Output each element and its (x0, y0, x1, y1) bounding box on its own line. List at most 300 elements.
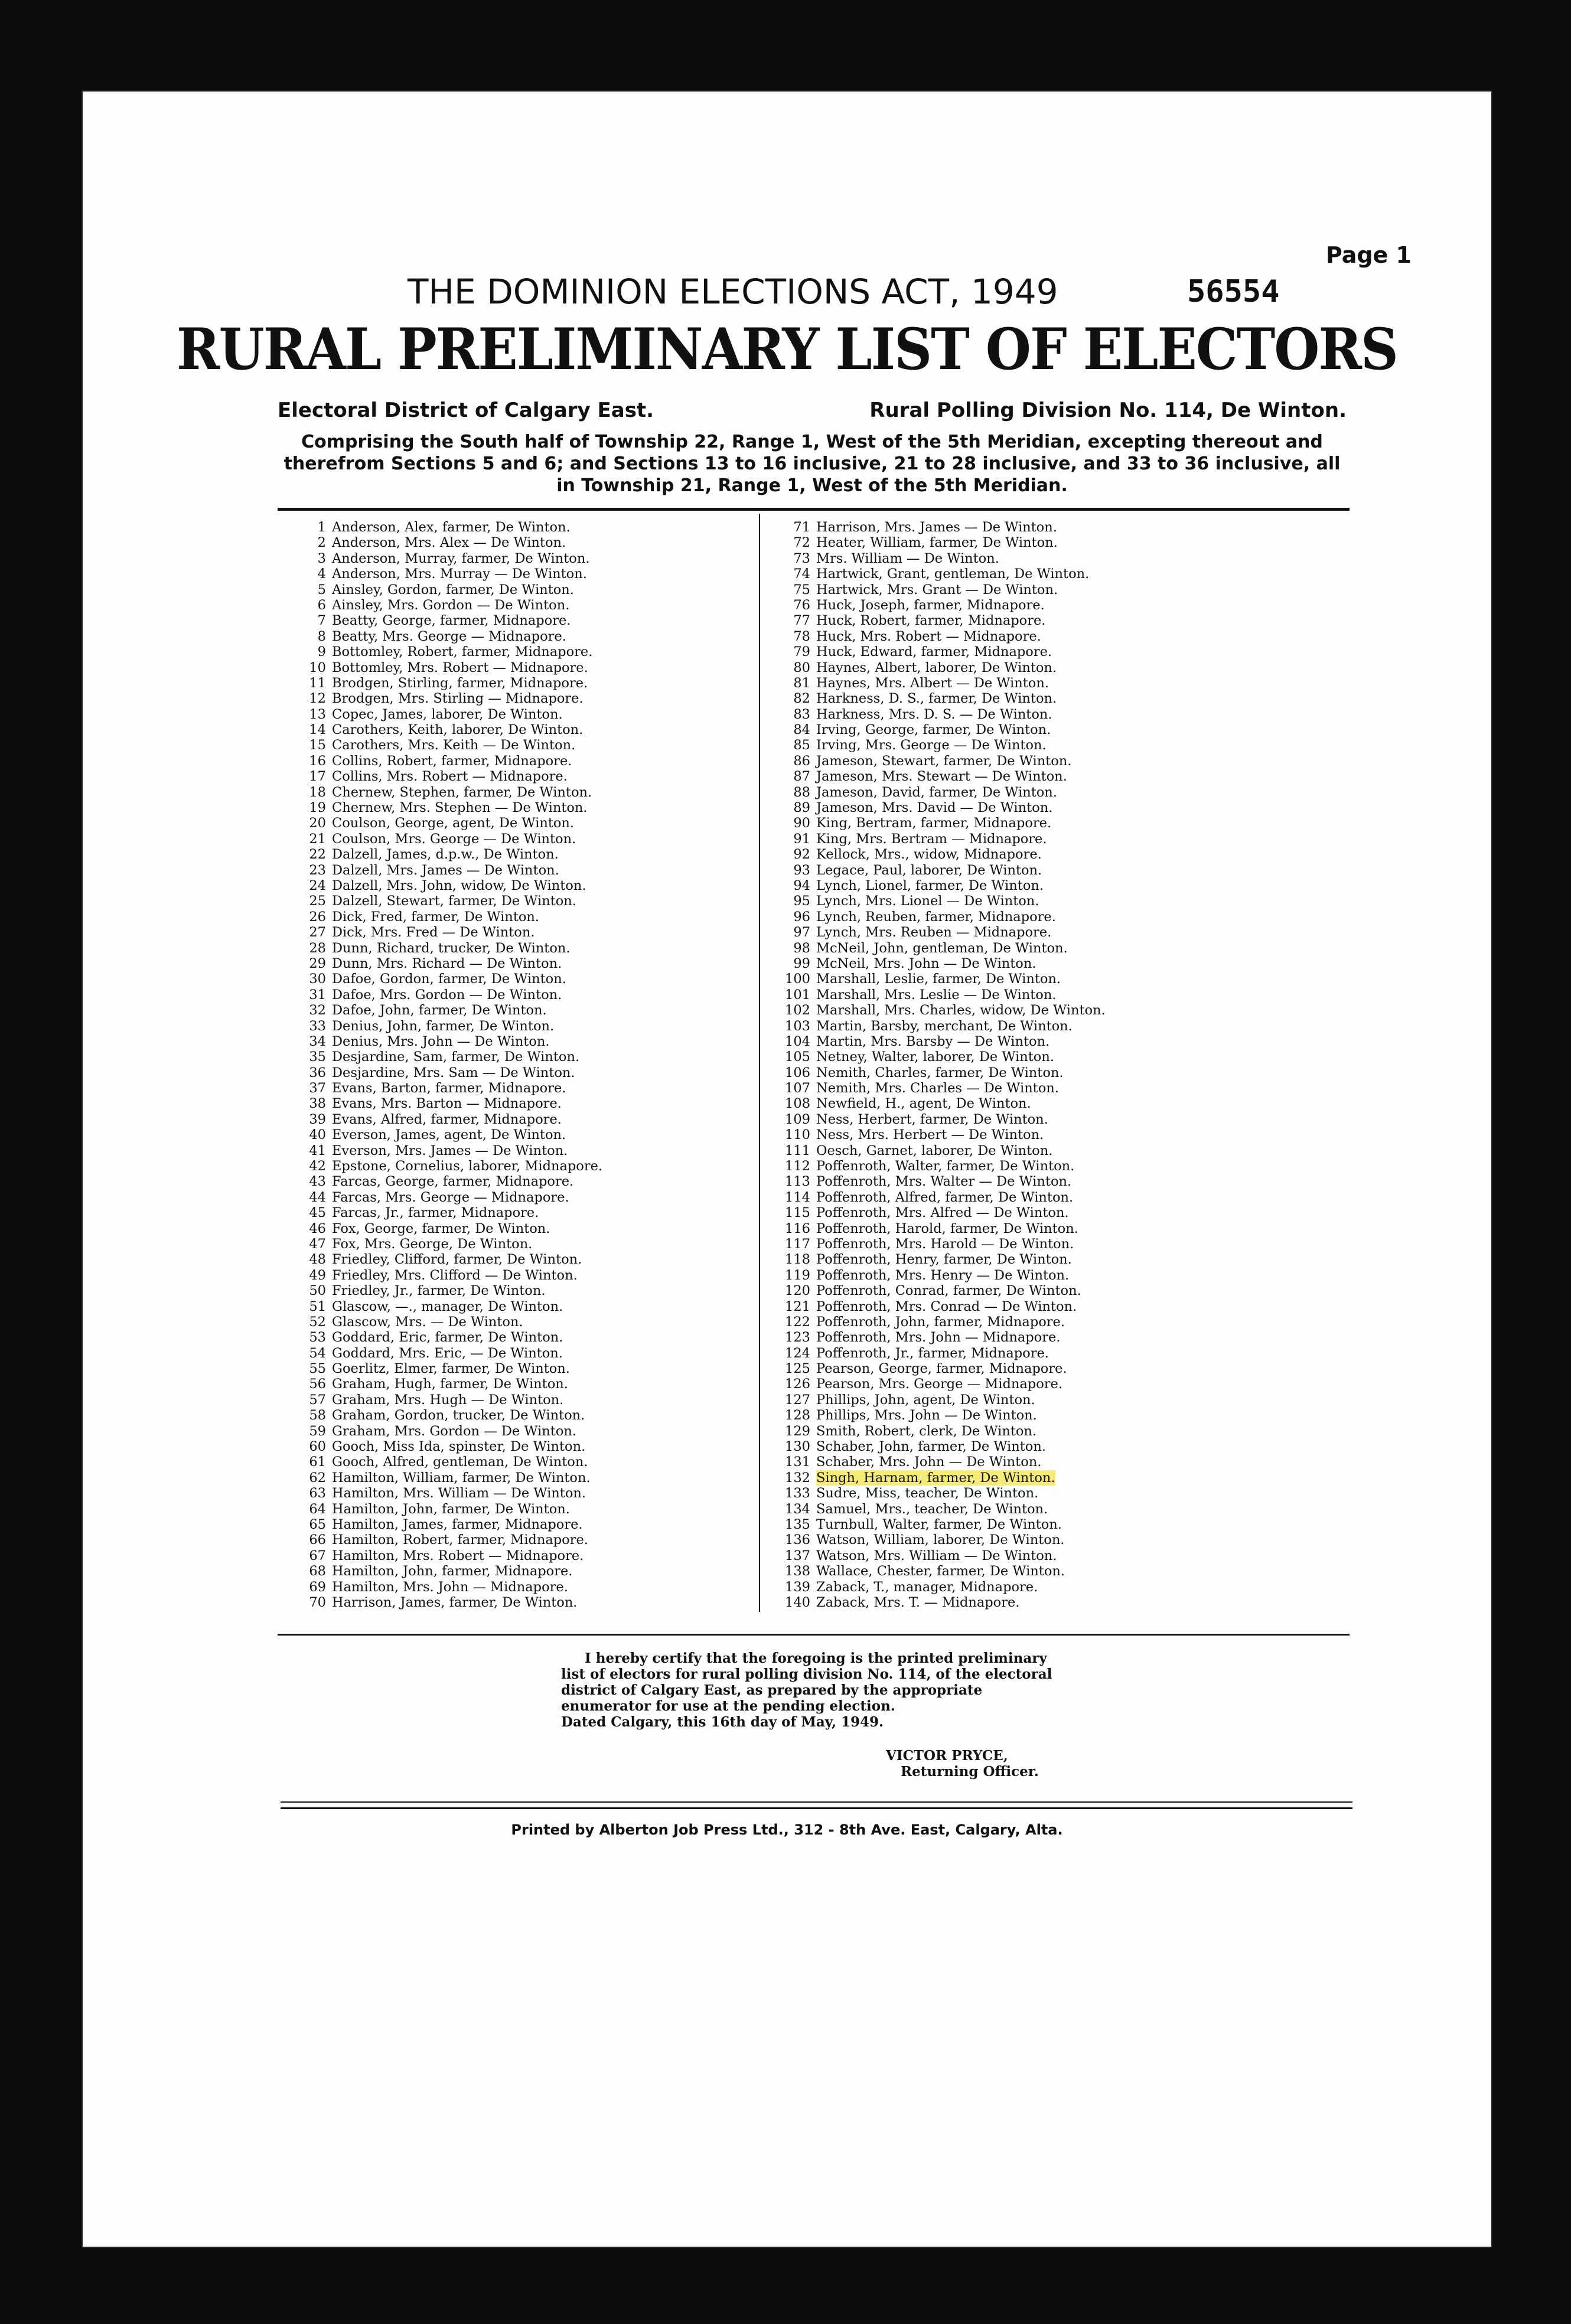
elector-entry (283, 1330, 750, 1345)
elector-entry (283, 893, 750, 909)
elector-number: 128 (785, 1408, 810, 1424)
elector-number: 38 (309, 1096, 326, 1112)
elector-number: 49 (309, 1267, 326, 1283)
elector-details: Harkness, D. S., farmer, De Winton. (816, 691, 1057, 707)
elector-number: 116 (785, 1220, 810, 1236)
elector-number: 131 (785, 1454, 810, 1470)
elector-number: 126 (785, 1376, 810, 1392)
elector-entry (283, 1236, 750, 1252)
elector-entry (768, 956, 1252, 971)
elector-details: Haynes, Mrs. Albert — De Winton. (816, 675, 1049, 691)
elector-entry (283, 598, 750, 613)
elector-details: Anderson, Murray, farmer, De Winton. (332, 550, 590, 566)
document-page (83, 92, 1491, 2247)
elector-entry (283, 1470, 750, 1486)
elector-number: 124 (785, 1345, 810, 1361)
elector-details: Dick, Mrs. Fred — De Winton. (332, 925, 535, 941)
elector-number: 113 (785, 1174, 810, 1190)
elector-details: Glascow, —., manager, De Winton. (332, 1298, 563, 1314)
elector-number: 69 (309, 1579, 326, 1595)
elector-details: Evans, Barton, farmer, Midnapore. (332, 1081, 566, 1096)
elector-entry (768, 1034, 1252, 1049)
elector-details: Huck, Mrs. Robert — Midnapore. (816, 628, 1041, 644)
elector-number: 37 (309, 1081, 326, 1096)
certification-text: I hereby certify that the foregoing is the printed preliminary list of electors for rural polling division No. 114, of the electoral district of Calgary East, as prepared by the appropriate enumerator for use at the pending election. (561, 1650, 1052, 1714)
elector-entry (283, 613, 750, 628)
elector-entry (768, 1314, 1252, 1330)
elector-entry (768, 1236, 1252, 1252)
elector-number: 110 (785, 1127, 810, 1143)
elector-number: 108 (785, 1096, 810, 1112)
column-divider (759, 514, 760, 1612)
elector-entry (768, 1205, 1252, 1220)
elector-number: 137 (785, 1548, 810, 1564)
elector-details: Poffenroth, John, farmer, Midnapore. (816, 1314, 1065, 1330)
elector-details: Newfield, H., agent, De Winton. (816, 1096, 1031, 1112)
elector-number: 11 (309, 675, 326, 691)
elector-details: Goerlitz, Elmer, farmer, De Winton. (332, 1361, 570, 1377)
elector-entry (283, 1112, 750, 1127)
elector-number: 94 (793, 877, 810, 893)
elector-entry (283, 800, 750, 815)
elector-entry (768, 660, 1252, 675)
elector-entry (768, 925, 1252, 940)
elector-entry (283, 769, 750, 784)
elector-number: 23 (309, 862, 326, 878)
elector-details: Turnbull, Walter, farmer, De Winton. (816, 1517, 1062, 1532)
elector-number: 75 (793, 582, 810, 598)
elector-details: Collins, Robert, farmer, Midnapore. (332, 753, 572, 769)
elector-details: Samuel, Mrs., teacher, De Winton. (816, 1501, 1048, 1517)
elector-number: 72 (793, 535, 810, 551)
elector-number: 47 (309, 1236, 326, 1252)
district-row (278, 399, 1347, 428)
elector-number: 28 (309, 940, 326, 956)
elector-number: 132 (785, 1470, 810, 1486)
elector-details: Carothers, Keith, laborer, De Winton. (332, 722, 584, 738)
elector-entry (768, 1595, 1252, 1610)
elector-details: Brodgen, Stirling, farmer, Midnapore. (332, 675, 588, 691)
certification-date: Dated Calgary, this 16th day of May, 1949. (561, 1714, 884, 1730)
elector-details: Lynch, Mrs. Lionel — De Winton. (816, 893, 1039, 909)
elector-details: Jameson, Stewart, farmer, De Winton. (816, 753, 1072, 769)
elector-entry (283, 1096, 750, 1111)
elector-number: 68 (309, 1564, 326, 1579)
elector-number: 4 (317, 566, 326, 582)
elector-entry (768, 629, 1252, 644)
elector-details: Brodgen, Mrs. Stirling — Midnapore. (332, 691, 584, 707)
elector-details: Anderson, Mrs. Murray — De Winton. (332, 566, 587, 582)
elector-entry (768, 1424, 1252, 1439)
elector-number: 127 (785, 1392, 810, 1408)
elector-entry (768, 831, 1252, 847)
elector-number: 91 (793, 831, 810, 847)
elector-number: 19 (309, 800, 326, 816)
elector-number: 117 (785, 1236, 810, 1252)
elector-entry (768, 987, 1252, 1003)
elector-details: Kellock, Mrs., widow, Midnapore. (816, 847, 1042, 863)
elector-details: Ness, Herbert, farmer, De Winton. (816, 1111, 1048, 1127)
elector-entry (768, 644, 1252, 660)
signatory-title: Returning Officer. (901, 1764, 1039, 1780)
elector-number: 134 (785, 1501, 810, 1517)
elector-entry (283, 753, 750, 769)
elector-details: Farcas, George, farmer, Midnapore. (332, 1174, 574, 1190)
elector-number: 57 (309, 1392, 326, 1408)
division-description: Comprising the South half of Township 22, Range 1, West of the 5th Meridian, excepting thereout and therefrom Sections 5 and 6; and Sections 13 to 16 inclusive, 21 to 28 inclusive, and 33 to 36 inclusive, all in Township 21, Range 1, West of the 5th Meridian. (283, 432, 1341, 496)
elector-number: 115 (785, 1205, 810, 1221)
elector-details: Huck, Edward, farmer, Midnapore. (816, 644, 1052, 660)
elector-entry (283, 1486, 750, 1501)
elector-entry (283, 660, 750, 675)
elector-details: Hartwick, Mrs. Grant — De Winton. (816, 582, 1058, 598)
elector-details: Bottomley, Robert, farmer, Midnapore. (332, 644, 593, 660)
elector-entry (768, 1299, 1252, 1314)
elector-details: Epstone, Cornelius, laborer, Midnapore. (332, 1158, 603, 1174)
elector-details: Haynes, Albert, laborer, De Winton. (816, 660, 1057, 675)
elector-entry (768, 1127, 1252, 1143)
elector-entry (768, 1049, 1252, 1065)
elector-details: Dunn, Richard, trucker, De Winton. (332, 940, 571, 956)
elector-number: 3 (317, 550, 326, 566)
elector-number: 2 (317, 535, 326, 551)
elector-entry (283, 1081, 750, 1096)
elector-details: Hamilton, John, farmer, De Winton. (332, 1501, 570, 1517)
elector-number: 39 (309, 1111, 326, 1127)
elector-entry (768, 707, 1252, 722)
elector-entry (283, 1174, 750, 1189)
elector-entry (768, 551, 1252, 566)
elector-entry (283, 691, 750, 706)
elector-entry (283, 956, 750, 971)
elector-number: 51 (309, 1298, 326, 1314)
elector-details: Carothers, Mrs. Keith — De Winton. (332, 737, 576, 753)
elector-entry (768, 566, 1252, 582)
elector-entry (283, 1408, 750, 1423)
elector-number: 60 (309, 1439, 326, 1455)
main-title: RURAL PRELIMINARY LIST OF ELECTORS (177, 316, 1397, 383)
elector-details: Poffenroth, Alfred, farmer, De Winton. (816, 1189, 1074, 1205)
elector-number: 7 (317, 613, 326, 629)
polling-division: Rural Polling Division No. 114, De Winton. (869, 399, 1347, 422)
elector-number: 31 (309, 987, 326, 1003)
elector-entry (283, 1205, 750, 1220)
elector-number: 15 (309, 737, 326, 753)
elector-details: Phillips, John, agent, De Winton. (816, 1392, 1035, 1408)
elector-entry (768, 1221, 1252, 1236)
elector-number: 82 (793, 691, 810, 707)
elector-details: Watson, William, laborer, De Winton. (816, 1532, 1065, 1548)
elector-entry (768, 1548, 1252, 1564)
elector-entry (768, 1065, 1252, 1081)
elector-details: Hartwick, Grant, gentleman, De Winton. (816, 566, 1090, 582)
elector-details: Friedley, Jr., farmer, De Winton. (332, 1283, 546, 1299)
elector-number: 73 (793, 550, 810, 566)
elector-entry (768, 520, 1252, 535)
elector-number: 114 (785, 1189, 810, 1205)
elector-entry (283, 1361, 750, 1376)
elector-entry (283, 1392, 750, 1408)
elector-number: 74 (793, 566, 810, 582)
elector-details: Legace, Paul, laborer, De Winton. (816, 862, 1042, 878)
elector-entry (768, 909, 1252, 925)
elector-entry (768, 847, 1252, 862)
elector-entry (768, 535, 1252, 550)
elector-details: King, Mrs. Bertram — Midnapore. (816, 831, 1047, 847)
elector-number: 112 (785, 1158, 810, 1174)
elector-number: 53 (309, 1330, 326, 1346)
elector-number: 43 (309, 1174, 326, 1190)
elector-number: 9 (317, 644, 326, 660)
elector-entry (283, 1065, 750, 1081)
act-title-row (408, 272, 1412, 312)
elector-details: Collins, Mrs. Robert — Midnapore. (332, 769, 568, 785)
elector-number: 25 (309, 893, 326, 909)
elector-details: Everson, James, agent, De Winton. (332, 1127, 566, 1143)
elector-details: Poffenroth, Jr., farmer, Midnapore. (816, 1345, 1049, 1361)
elector-entry (768, 1517, 1252, 1532)
elector-number: 111 (785, 1143, 810, 1158)
elector-entry (283, 1346, 750, 1361)
elector-number: 8 (317, 628, 326, 644)
elector-number: 90 (793, 815, 810, 831)
elector-entry (768, 1112, 1252, 1127)
elector-details: Goddard, Eric, farmer, De Winton. (332, 1330, 563, 1346)
elector-entry (283, 1299, 750, 1314)
elector-number: 85 (793, 737, 810, 753)
elector-number: 81 (793, 675, 810, 691)
elector-details: Marshall, Mrs. Leslie — De Winton. (816, 987, 1057, 1003)
elector-entry (768, 878, 1252, 893)
elector-details: Anderson, Mrs. Alex — De Winton. (332, 535, 566, 551)
elector-details: Harrison, Mrs. James — De Winton. (816, 520, 1057, 535)
elector-number: 10 (309, 660, 326, 675)
elector-number: 118 (785, 1252, 810, 1268)
elector-details: Farcas, Mrs. George — Midnapore. (332, 1189, 569, 1205)
elector-entry (768, 863, 1252, 878)
elector-details: Poffenroth, Mrs. Conrad — De Winton. (816, 1298, 1077, 1314)
elector-number: 130 (785, 1439, 810, 1455)
elector-entry (768, 1408, 1252, 1423)
elector-details: Fox, Mrs. George, De Winton. (332, 1236, 533, 1252)
elector-entry (283, 1314, 750, 1330)
elector-number: 12 (309, 691, 326, 707)
elector-entry (283, 1127, 750, 1143)
elector-details: Jameson, David, farmer, De Winton. (816, 784, 1057, 800)
elector-entry (768, 1283, 1252, 1298)
elector-details: Mrs. William — De Winton. (816, 550, 999, 566)
elector-entry (283, 1595, 750, 1610)
elector-details: Desjardine, Mrs. Sam — De Winton. (332, 1065, 575, 1081)
elector-details: Netney, Walter, laborer, De Winton. (816, 1049, 1054, 1065)
elector-entry (283, 971, 750, 987)
elector-number: 44 (309, 1189, 326, 1205)
elector-number: 13 (309, 706, 326, 722)
elector-entry (768, 1392, 1252, 1408)
elector-details: Dunn, Mrs. Richard — De Winton. (332, 955, 562, 971)
elector-number: 138 (785, 1564, 810, 1579)
elector-entry (768, 815, 1252, 831)
elector-details: Poffenroth, Mrs. Walter — De Winton. (816, 1174, 1072, 1190)
elector-entry (283, 1034, 750, 1049)
elector-number: 67 (309, 1548, 326, 1564)
elector-entry (768, 1486, 1252, 1501)
elector-number: 71 (793, 520, 810, 535)
elector-entry (283, 520, 750, 535)
elector-details: Beatty, Mrs. George — Midnapore. (332, 628, 566, 644)
elector-entry (768, 893, 1252, 909)
elector-entry (768, 1346, 1252, 1361)
elector-number: 83 (793, 706, 810, 722)
list-bottom-rule (278, 1634, 1350, 1636)
elector-details: Bottomley, Mrs. Robert — Midnapore. (332, 660, 588, 675)
elector-number: 27 (309, 925, 326, 941)
elector-entry (768, 1439, 1252, 1454)
elector-entry (768, 1376, 1252, 1392)
elector-entry (283, 707, 750, 722)
elector-entry (768, 1143, 1252, 1158)
elector-details: Pearson, Mrs. George — Midnapore. (816, 1376, 1062, 1392)
elector-number: 70 (309, 1594, 326, 1610)
elector-entry (283, 1424, 750, 1439)
elector-details: Denius, John, farmer, De Winton. (332, 1018, 555, 1034)
elector-number: 61 (309, 1454, 326, 1470)
elector-details: Graham, Hugh, farmer, De Winton. (332, 1376, 568, 1392)
elector-details: Hamilton, Mrs. Robert — Midnapore. (332, 1548, 584, 1564)
elector-details: McNeil, John, gentleman, De Winton. (816, 940, 1068, 956)
elector-entry (283, 1190, 750, 1205)
elector-details: Ainsley, Gordon, farmer, De Winton. (332, 582, 574, 598)
elector-details: Gooch, Alfred, gentleman, De Winton. (332, 1454, 588, 1470)
elector-number: 29 (309, 955, 326, 971)
elector-entry (283, 1019, 750, 1034)
elector-details: Hamilton, Mrs. William — De Winton. (332, 1486, 586, 1502)
elector-entry (768, 971, 1252, 987)
elector-details: Heater, William, farmer, De Winton. (816, 535, 1058, 551)
elector-entry (768, 1579, 1252, 1595)
elector-details: Poffenroth, Henry, farmer, De Winton. (816, 1252, 1072, 1268)
elector-entry (283, 1517, 750, 1532)
elector-entry (768, 1564, 1252, 1579)
elector-number: 120 (785, 1283, 810, 1299)
elector-details: Ness, Mrs. Herbert — De Winton. (816, 1127, 1044, 1143)
elector-number: 1 (317, 520, 326, 535)
elector-entry (283, 941, 750, 956)
elector-number: 98 (793, 940, 810, 956)
elector-entry (283, 1221, 750, 1236)
elector-number: 109 (785, 1111, 810, 1127)
elector-number: 101 (785, 987, 810, 1003)
elector-details: Ainsley, Mrs. Gordon — De Winton. (332, 597, 570, 613)
elector-details: Poffenroth, Conrad, farmer, De Winton. (816, 1283, 1081, 1299)
elector-entry (283, 815, 750, 831)
elector-details: Poffenroth, Walter, farmer, De Winton. (816, 1158, 1075, 1174)
elector-number: 139 (785, 1579, 810, 1595)
elector-number: 136 (785, 1532, 810, 1548)
elector-details: Harrison, James, farmer, De Winton. (332, 1594, 578, 1610)
elector-entry (283, 909, 750, 925)
elector-entry (768, 1502, 1252, 1517)
elector-entry (283, 1003, 750, 1018)
elector-details: Evans, Mrs. Barton — Midnapore. (332, 1096, 562, 1112)
elector-number: 52 (309, 1314, 326, 1330)
elector-details: Dalzell, Stewart, farmer, De Winton. (332, 893, 576, 909)
elector-number: 30 (309, 971, 326, 987)
elector-number: 14 (309, 722, 326, 738)
top-rule (278, 508, 1350, 511)
elector-details: Dafoe, Mrs. Gordon — De Winton. (332, 987, 562, 1003)
elector-details: Dafoe, Gordon, farmer, De Winton. (332, 971, 566, 987)
elector-number: 92 (793, 847, 810, 863)
elector-number: 88 (793, 784, 810, 800)
elector-details: Goddard, Mrs. Eric, — De Winton. (332, 1345, 563, 1361)
elector-details: Dalzell, Mrs. John, widow, De Winton. (332, 877, 586, 893)
elector-number: 66 (309, 1532, 326, 1548)
elector-entry (283, 847, 750, 862)
elector-entry (283, 1268, 750, 1283)
elector-number: 96 (793, 909, 810, 925)
elector-number: 133 (785, 1486, 810, 1502)
elector-entry (283, 831, 750, 847)
elector-number: 102 (785, 1003, 810, 1019)
elector-details: Graham, Mrs. Hugh — De Winton. (332, 1392, 564, 1408)
elector-details: Zaback, T., manager, Midnapore. (816, 1579, 1038, 1595)
elector-details: Anderson, Alex, farmer, De Winton. (332, 520, 571, 535)
elector-details: Irving, George, farmer, De Winton. (816, 722, 1051, 738)
elector-details: Marshall, Mrs. Charles, widow, De Winton. (816, 1003, 1106, 1019)
elector-details: Everson, Mrs. James — De Winton. (332, 1143, 568, 1158)
elector-entry (283, 1454, 750, 1470)
elector-details: Phillips, Mrs. John — De Winton. (816, 1408, 1037, 1424)
elector-number: 33 (309, 1018, 326, 1034)
elector-entry (768, 1190, 1252, 1205)
electoral-district: Electoral District of Calgary East. (278, 399, 654, 422)
elector-details: Copec, James, laborer, De Winton. (332, 706, 563, 722)
elector-number: 87 (793, 769, 810, 785)
elector-details: Dafoe, John, farmer, De Winton. (332, 1003, 547, 1019)
elector-number: 41 (309, 1143, 326, 1158)
elector-number: 105 (785, 1049, 810, 1065)
elector-details: Glascow, Mrs. — De Winton. (332, 1314, 523, 1330)
elector-entry (283, 535, 750, 550)
elector-details: Dalzell, Mrs. James — De Winton. (332, 862, 559, 878)
elector-number: 97 (793, 925, 810, 941)
document-number: 56554 (1187, 274, 1280, 309)
elector-number: 121 (785, 1298, 810, 1314)
elector-details: Poffenroth, Harold, farmer, De Winton. (816, 1220, 1078, 1236)
elector-details: Schaber, Mrs. John — De Winton. (816, 1454, 1042, 1470)
elector-details: Graham, Mrs. Gordon — De Winton. (332, 1423, 577, 1439)
elector-details: Poffenroth, Mrs. Henry — De Winton. (816, 1267, 1070, 1283)
elector-details: Coulson, Mrs. George — De Winton. (332, 831, 576, 847)
elector-number: 58 (309, 1408, 326, 1424)
elector-entry (768, 941, 1252, 956)
elector-entry (768, 722, 1252, 737)
elector-details: Lynch, Mrs. Reuben — Midnapore. (816, 925, 1052, 941)
elector-number: 45 (309, 1205, 326, 1221)
elector-number: 42 (309, 1158, 326, 1174)
elector-entry (768, 1019, 1252, 1034)
elector-number: 63 (309, 1486, 326, 1502)
elector-entry (283, 863, 750, 878)
elector-number: 18 (309, 784, 326, 800)
elector-number: 80 (793, 660, 810, 675)
elector-entry (768, 1361, 1252, 1376)
elector-details: Schaber, John, farmer, De Winton. (816, 1439, 1046, 1455)
elector-entry (283, 1252, 750, 1267)
elector-entry (283, 878, 750, 893)
elector-details: Dalzell, James, d.p.w., De Winton. (332, 847, 559, 863)
